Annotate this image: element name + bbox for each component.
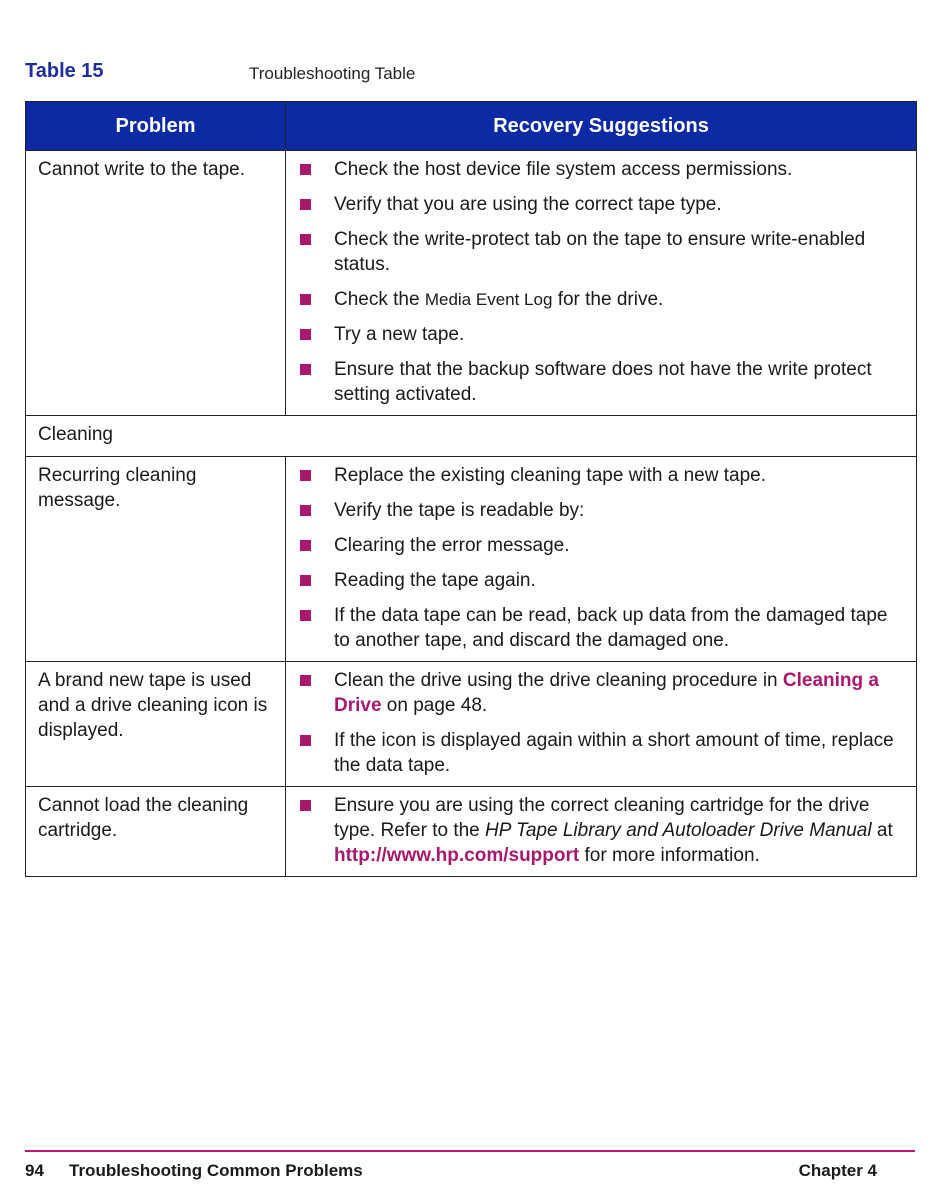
bullet-icon	[300, 164, 311, 175]
troubleshooting-table	[25, 101, 917, 877]
suggestions-cell	[286, 457, 917, 662]
suggestion-item: Verify the tape is readable by:	[298, 498, 904, 523]
bullet-icon	[300, 329, 311, 340]
suggestion-item: Replace the existing cleaning tape with a new tape.	[298, 463, 904, 488]
problem-cell: Recurring cleaning message.	[26, 457, 286, 662]
section-heading-cleaning: Cleaning	[26, 416, 917, 457]
problem-cell: Cannot write to the tape.	[26, 151, 286, 416]
bullet-icon	[300, 575, 311, 586]
bullet-icon	[300, 675, 311, 686]
footer-chapter: Chapter 4	[798, 1161, 877, 1180]
suggestion-item: Ensure that the backup software does not have the write protect setting activated.	[298, 357, 904, 407]
section-row	[26, 416, 917, 457]
suggestions-cell	[286, 787, 917, 877]
bullet-icon	[300, 234, 311, 245]
table-number: Table 15	[25, 60, 104, 82]
bullet-icon	[300, 470, 311, 481]
suggestion-item: Check the write-protect tab on the tape to ensure write-enabled status.	[298, 227, 904, 277]
header-problem: Problem	[26, 102, 286, 151]
suggestion-item: Try a new tape.	[298, 322, 904, 347]
media-event-log-term: Media Event Log	[424, 290, 553, 309]
bullet-icon	[300, 199, 311, 210]
suggestion-item: Check the Media Event Log for the drive.	[298, 287, 904, 312]
bullet-icon	[300, 800, 311, 811]
table-row	[26, 151, 917, 416]
table-title: Troubleshooting Table	[249, 64, 416, 83]
hp-support-link[interactable]: http://www.hp.com/support	[334, 845, 580, 866]
suggestion-item: If the data tape can be read, back up data from the damaged tape to another tape, and discard the damaged one.	[298, 603, 904, 653]
page-number: 94	[25, 1161, 44, 1180]
suggestion-item: Verify that you are using the correct tape type.	[298, 192, 904, 217]
bullet-icon	[300, 294, 311, 305]
bullet-icon	[300, 364, 311, 375]
suggestions-cell	[286, 151, 917, 416]
page-footer	[25, 1150, 915, 1184]
bullet-icon	[300, 610, 311, 621]
suggestions-cell	[286, 662, 917, 787]
footer-section-title: Troubleshooting Common Problems	[69, 1161, 363, 1180]
bullet-icon	[300, 505, 311, 516]
table-row	[26, 662, 917, 787]
suggestion-item: Clearing the error message.	[298, 533, 904, 558]
table-row	[26, 787, 917, 877]
manual-title: HP Tape Library and Autoloader Drive Manual	[485, 820, 872, 841]
suggestion-list	[298, 793, 904, 868]
suggestion-list	[298, 668, 904, 778]
table-row	[26, 457, 917, 662]
footer-rule	[25, 1150, 915, 1152]
bullet-icon	[300, 735, 311, 746]
suggestion-item: Check the host device file system access permissions.	[298, 157, 904, 182]
bullet-icon	[300, 540, 311, 551]
problem-cell: Cannot load the cleaning cartridge.	[26, 787, 286, 877]
suggestion-item: Clean the drive using the drive cleaning procedure in Cleaning a Drive on page 48.	[298, 668, 904, 718]
problem-cell: A brand new tape is used and a drive cleaning icon is displayed.	[26, 662, 286, 787]
suggestion-item: If the icon is displayed again within a short amount of time, replace the data tape.	[298, 728, 904, 778]
suggestion-list	[298, 463, 904, 653]
cleaning-a-drive-link[interactable]: Cleaning a Drive	[334, 670, 879, 716]
suggestion-list	[298, 157, 904, 407]
table-caption	[25, 60, 915, 90]
table-header-row	[26, 102, 917, 151]
header-recovery-suggestions: Recovery Suggestions	[286, 102, 917, 151]
suggestion-item: Reading the tape again.	[298, 568, 904, 593]
suggestion-item: Ensure you are using the correct cleaning cartridge for the drive type. Refer to the HP Tape Library and Autoloader Drive Manual at http://www.hp.com/support for more information.	[298, 793, 904, 868]
